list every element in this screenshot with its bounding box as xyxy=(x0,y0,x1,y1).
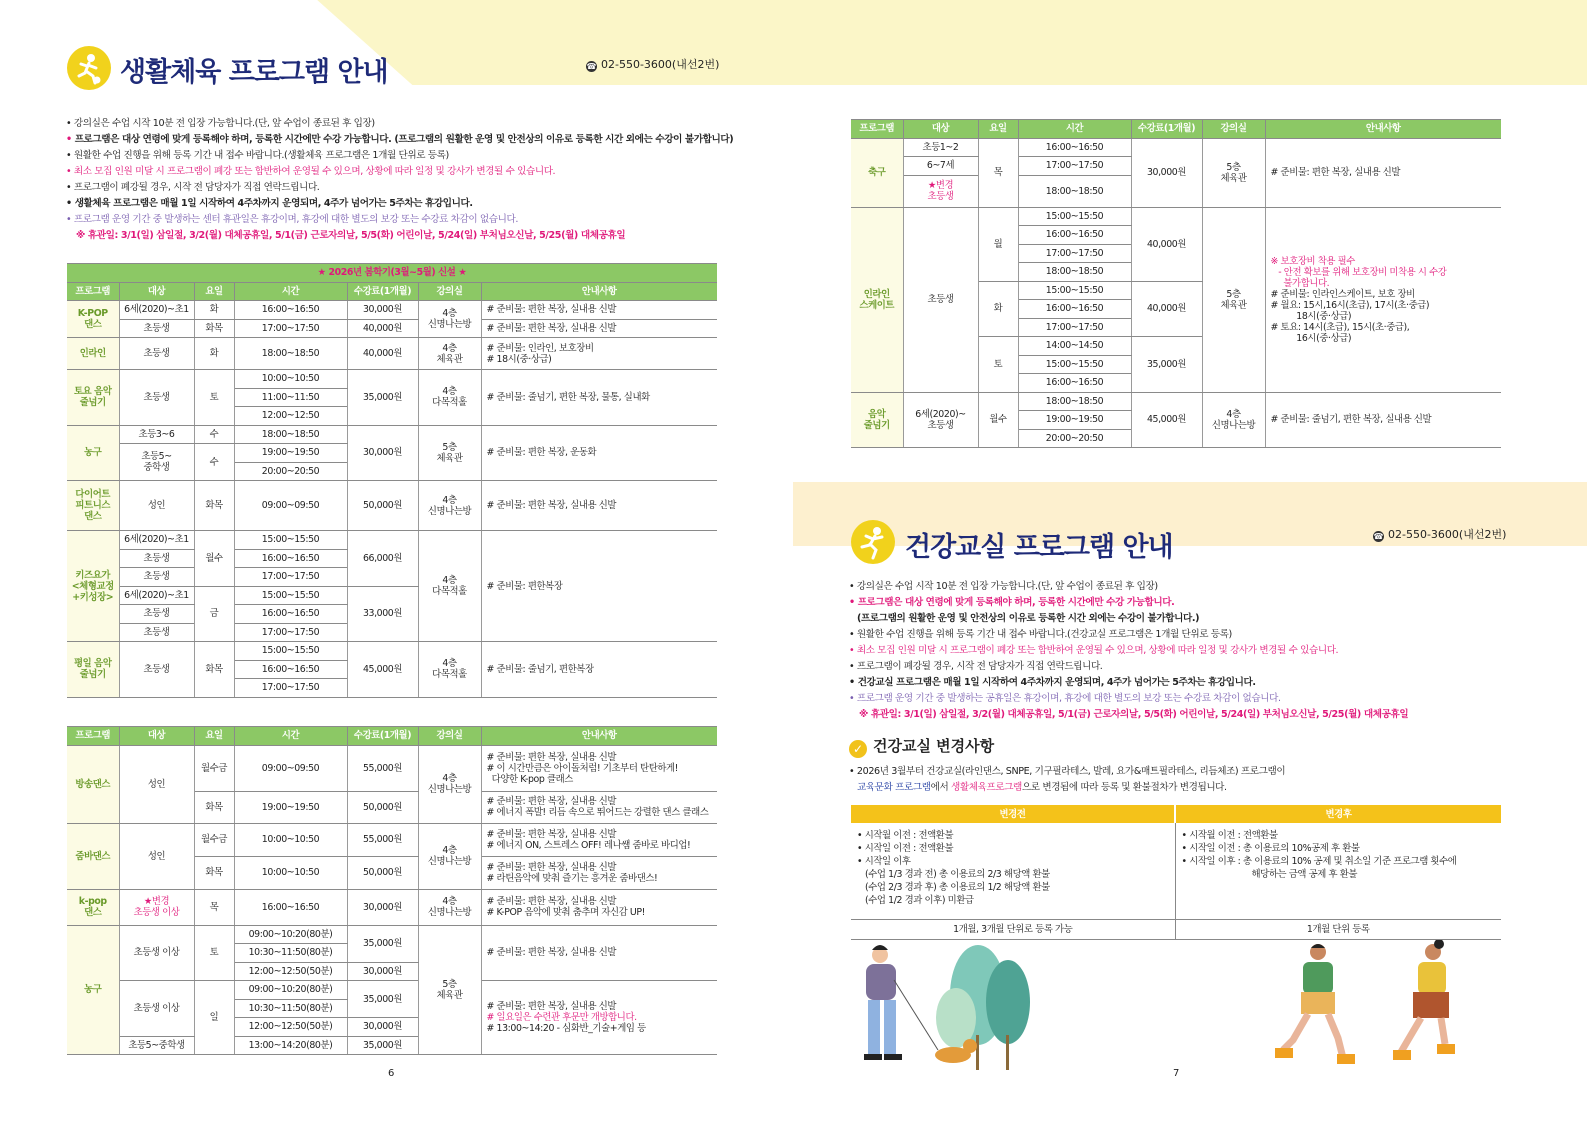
spring-new-table: ★ 2026년 봄학기(3월~5월) 신설 ★ 프로그램 대상 요일 시간 수강료(1개월) 강의실 안내사항 K-POP 댄스 6세(2020)~초1 화 16:00~16:50 30,000원 4층 신명나는방 # 준비물: 편한 복장, 실내용 신발 초등생 화목 17:00~17:50 40,000원 # 준비물: 편한 복장, 실내용 신발 인라인 초등생 화 18:00~18:50 40,000원 4층 체육관 # 준비물: 인라인, 보호장비 # 18시(중·상급) 토요 음악 줄넘기 초등생 토 10:00~10:50 35,000원 4층 다목적홀 # 준비물: 줄넘기, 편한 복장, 물통, 실내화 11:00~11:50 12:00~12:50 농구 초등3~6 수 18:00~18:50 30,000원 5층 체육관 # 준비물: 편한 복장, 운동화 초등5~ 중학생 수 19:00~19:50 20:00~20:50 다이어트 피트니스 댄스 성인 화목 09:00~09:50 50,000원 4층 신명나는방 # 준비물: 편한 복장, 실내용 신발 키즈요가 <체형교정 +키성장> 6세(2020)~초1 월수 15:00~15:50 66,000원 4층 다목적홀 # 준비물: 편한복장 초등생 16:00~16:50 초등생 17:00~17:50 6세(2020)~초1 금 15:00~15:50 33,000원 초등생 16:00~16:50 초등생 17:00~17:50 평일 음악 줄넘기 초등생 화목 15:00~15:50 45,000원 4층 다목적홀 # 준비물: 줄넘기, 편한복장 16:00~16:50 17:00~17:50 xyxy=(67,263,717,698)
notice-item: • 건강교실 프로그램은 매월 1일 시작하여 4주차까지 운영되며, 4주가 넘어가는 5주차는 휴강입니다. xyxy=(849,677,1256,688)
holiday-notice: ※ 휴관일: 3/1(일) 삼일절, 3/2(월) 대체공휴일, 5/1(금) 근로자의날, 5/5(화) 어린이날, 5/24(일) 부처님오신날, 5/25(월) 대체공휴일 xyxy=(859,709,1409,720)
before-header: 변경전 xyxy=(851,805,1175,823)
notice-list xyxy=(66,116,733,244)
col-header: 시간 xyxy=(234,727,347,746)
col-header: 안내사항 xyxy=(481,282,717,301)
page-title: 생활체육 프로그램 안내 xyxy=(120,57,388,88)
table-row: K-POP 댄스 6세(2020)~초1 화 16:00~16:50 30,000원 4층 신명나는방 # 준비물: 편한 복장, 실내용 신발 xyxy=(67,301,717,320)
notice-list xyxy=(849,579,1408,723)
col-header: 수강료(1개월) xyxy=(347,282,418,301)
runner-icon xyxy=(851,520,895,564)
holiday-notice: ※ 휴관일: 3/1(일) 삼일절, 3/2(월) 대체공휴일, 5/1(금) 근로자의날, 5/5(화) 어린이날, 5/24(일) 부처님오신날, 5/25(월) 대체공휴일 xyxy=(76,230,626,241)
col-header: 시간 xyxy=(1018,120,1131,139)
col-header: 안내사항 xyxy=(481,727,717,746)
change-note: • 2026년 3월부터 건강교실(라인댄스, SNPE, 기구필라테스, 발레, 요가&매트필라테스, 리듬체조) 프로그램이 교육문화 프로그램에서 생활체육프로그램으로 변경됨에 따라 등록 및 환불절차가 변경됩니다. xyxy=(849,766,1286,793)
table-caption: ★ 2026년 봄학기(3월~5월) 신설 ★ xyxy=(67,264,717,283)
col-header: 안내사항 xyxy=(1265,120,1501,139)
table-row: 화목 10:00~10:50 50,000원 # 준비물: 편한 복장, 실내용 신발 # 라틴음악에 맞춰 즐기는 흥겨운 줌바댄스! xyxy=(67,856,717,889)
table-row: 다이어트 피트니스 댄스 성인 화목 09:00~09:50 50,000원 4층 신명나는방 # 준비물: 편한 복장, 실내용 신발 xyxy=(67,481,717,531)
col-header: 강의실 xyxy=(418,727,481,746)
page-title: 건강교실 프로그램 안내 xyxy=(905,532,1173,563)
col-header: 수강료(1개월) xyxy=(347,727,418,746)
col-header: 요일 xyxy=(194,727,234,746)
phone-text: 02-550-3600(내선2번) xyxy=(1388,528,1507,541)
col-header: 시간 xyxy=(234,282,347,301)
col-header: 대상 xyxy=(119,282,194,301)
before-footer: 1개월, 3개월 단위로 등록 가능 xyxy=(851,919,1175,939)
notice-item: (프로그램의 원활한 운영 및 안전상의 이유로 등록한 시간 외에는 수강이 불가합니다.) xyxy=(857,613,1200,624)
col-header: 프로그램 xyxy=(67,282,119,301)
notice-item: • 최소 모집 인원 미달 시 프로그램이 폐강 또는 합반하여 운영될 수 있으며, 상황에 따라 일정 및 강사가 변경될 수 있습니다. xyxy=(66,166,556,177)
table-row: 키즈요가 <체형교정 +키성장> 6세(2020)~초1 월수 15:00~15:50 66,000원 4층 다목적홀 # 준비물: 편한복장 xyxy=(67,531,717,550)
notice-item: • 원활한 수업 진행을 위해 등록 기간 내 접수 바랍니다.(생활체육 프로그램은 1개월 단위로 등록) xyxy=(66,150,449,161)
table-row: 평일 음악 줄넘기 초등생 화목 15:00~15:50 45,000원 4층 다목적홀 # 준비물: 줄넘기, 편한복장 xyxy=(67,642,717,661)
table-row: 초등생 화목 17:00~17:50 40,000원 # 준비물: 편한 복장, 실내용 신발 xyxy=(67,319,717,338)
refund-change-table xyxy=(851,805,1501,940)
phone-number xyxy=(586,56,719,72)
table-row: 방송댄스 성인 월수금 09:00~09:50 55,000원 4층 신명나는방 # 준비물: 편한 복장, 실내용 신발 # 이 시간만큼은 아이돌처럼! 기초부터 탄탄하게! 다양한 K-pop 클래스 xyxy=(67,745,717,791)
col-header: 요일 xyxy=(194,282,234,301)
notice-item: • 강의실은 수업 시작 10분 전 입장 가능합니다.(단, 앞 수업이 종료된 후 입장) xyxy=(66,118,375,129)
col-header: 프로그램 xyxy=(851,120,903,139)
col-header: 대상 xyxy=(119,727,194,746)
after-items: • 시작월 이전 : 전액환불 • 시작일 이전 : 총 이용료의 10%공제 후 환불 • 시작일 이후 : 총 이용료의 10% 공제 및 취소일 기준 프로그램 횟수에 해당하는 금액 공제 후 환불 xyxy=(1175,823,1501,919)
col-header: 요일 xyxy=(978,120,1018,139)
notice-item: • 프로그램은 대상 연령에 맞게 등록해야 하며, 등록한 시간에만 수강 가능합니다. (프로그램의 원활한 운영 및 안전상의 이유로 등록한 시간 외에는 수강이 불가합니다) xyxy=(66,134,734,145)
phone-number xyxy=(1373,526,1506,542)
right-page xyxy=(793,0,1587,1122)
notice-item: • 프로그램은 대상 연령에 맞게 등록해야 하며, 등록한 시간에만 수강 가능합니다. xyxy=(849,597,1175,608)
skaters-illustration xyxy=(1263,940,1493,1075)
page-number: 6 xyxy=(388,1068,395,1079)
adult-program-table: 프로그램 대상 요일 시간 수강료(1개월) 강의실 안내사항 방송댄스 성인 월수금 09:00~09:50 55,000원 4층 신명나는방 # 준비물: 편한 복장, 실내용 신발 # 이 시간만큼은 아이돌처럼! 기초부터 탄탄하게! 다양한 K-pop 클래스 화목 19:00~19:50 50,000원 # 준비물: 편한 복장, 실내용 신발 # 에너지 폭발! 리듬 속으로 뛰어드는 강렬한 댄스 클래스 줌바댄스 성인 월수금 10:00~10:50 55,000원 4층 신명나는방 # 준비물: 편한 복장, 실내용 신발 # 에너지 ON, 스트레스 OFF! 레나쌤 줌바로 바디업! 화목 10:00~10:50 50,000원 # 준비물: 편한 복장, 실내용 신발 # 라틴음악에 맞춰 즐기는 흥겨운 줌바댄스! k-pop 댄스 ★변경 초등생 이상 목 16:00~16:50 30,000원 4층 신명나는방 # 준비물: 편한 복장, 실내용 신발 # K-POP 음악에 맞춰 춤추며 자신감 UP! 농구 초등생 이상 토 09:00~10:20(80분) 35,000원 5층 체육관 # 준비물: 편한 복장, 실내용 신발 10:30~11:50(80분) 12:00~12:50(50분) 30,000원 초등생 이상 일 09:00~10:20(80분) 35,000원 # 준비물: 편한 복장, 실내용 신발 # 일요일은 수련관 후문만 개방합니다. # 13:00~14:20 - 심화반_기술+게임 등 10:30~11:50(80분) 12:00~12:50(50분) 30,000원 초등5~중학생 13:00~14:20(80분) 35,000원 xyxy=(67,726,717,1055)
soccer-icon xyxy=(67,46,111,90)
left-page xyxy=(0,0,793,1122)
notice-item: • 프로그램 운영 기간 중 발생하는 센터 휴관일은 휴강이며, 휴강에 대한 별도의 보강 또는 수강료 차감이 없습니다. xyxy=(66,214,519,225)
change-section-title: ✓ 건강교실 변경사항 xyxy=(849,735,994,758)
col-header: 수강료(1개월) xyxy=(1131,120,1202,139)
table-row: 줌바댄스 성인 월수금 10:00~10:50 55,000원 4층 신명나는방 # 준비물: 편한 복장, 실내용 신발 # 에너지 ON, 스트레스 OFF! 레나쌤 줌바로 바디업! xyxy=(67,823,717,856)
phone-icon: ☎ xyxy=(1373,532,1384,541)
col-header: 강의실 xyxy=(1202,120,1265,139)
table-row: 인라인 초등생 화 18:00~18:50 40,000원 4층 체육관 # 준비물: 인라인, 보호장비 # 18시(중·상급) xyxy=(67,338,717,370)
header-band xyxy=(793,0,1587,85)
after-header: 변경후 xyxy=(1175,805,1501,823)
notice-item: • 프로그램이 폐강될 경우, 시작 전 담당자가 직접 연락드립니다. xyxy=(849,661,1103,672)
table-row: 농구 초등생 이상 토 09:00~10:20(80분) 35,000원 5층 체육관 # 준비물: 편한 복장, 실내용 신발 xyxy=(67,925,717,944)
notice-item: • 프로그램이 폐강될 경우, 시작 전 담당자가 직접 연락드립니다. xyxy=(66,182,320,193)
after-footer: 1개월 단위 등록 xyxy=(1175,919,1501,939)
table-row: 음악 줄넘기 6세(2020)~ 초등생 월수 18:00~18:50 45,000원 4층 신명나는방 # 준비물: 줄넘기, 편한 복장, 실내용 신발 xyxy=(851,392,1501,411)
table-row: 화목 19:00~19:50 50,000원 # 준비물: 편한 복장, 실내용 신발 # 에너지 폭발! 리듬 속으로 뛰어드는 강렬한 댄스 클래스 xyxy=(67,791,717,823)
phone-text: 02-550-3600(내선2번) xyxy=(601,58,720,71)
page-number: 7 xyxy=(1173,1068,1180,1079)
table-row: k-pop 댄스 ★변경 초등생 이상 목 16:00~16:50 30,000원 4층 신명나는방 # 준비물: 편한 복장, 실내용 신발 # K-POP 음악에 맞춰 춤추며 자신감 UP! xyxy=(67,889,717,925)
table-row: 축구 초등1~2 목 16:00~16:50 30,000원 5층 체육관 # 준비물: 편한 복장, 실내용 신발 xyxy=(851,138,1501,157)
col-header: 강의실 xyxy=(418,282,481,301)
notice-item: • 최소 모집 인원 미달 시 프로그램이 폐강 또는 합반하여 운영될 수 있으며, 상황에 따라 일정 및 강사가 변경될 수 있습니다. xyxy=(849,645,1339,656)
sports-program-table: 프로그램 대상 요일 시간 수강료(1개월) 강의실 안내사항 축구 초등1~2 목 16:00~16:50 30,000원 5층 체육관 # 준비물: 편한 복장, 실내용 신발 6~7세 17:00~17:50 ★변경 초등생 18:00~18:50 인라인 스케이트 초등생 월 15:00~15:50 40,000원 5층 체육관 ※ 보호장비 착용 필수 - 안전 확보를 위해 보호장비 미착용 시 수강 불가합니다. # 준비물: 인라인스케이트, 보호 장비 # 월요: 15시,16시(초급), 17시(초·중급) 18시(중·상급) # 토요: 14시(초급), 15시(초·중급), 16시(중·상급) 16:00~16:50 17:00~17:50 18:00~18:50 화 15:00~15:50 40,000원 16:00~16:50 17:00~17:50 토 14:00~14:50 35,000원 15:00~15:50 16:00~16:50 음악 줄넘기 6세(2020)~ 초등생 월수 18:00~18:50 45,000원 4층 신명나는방 # 준비물: 줄넘기, 편한 복장, 실내용 신발 19:00~19:50 20:00~20:50 xyxy=(851,119,1501,448)
col-header: 대상 xyxy=(903,120,978,139)
phone-icon: ☎ xyxy=(586,62,597,71)
dog-walking-illustration xyxy=(848,940,1058,1075)
before-items: • 시작월 이전 : 전액환불 • 시작일 이전 : 전액환불 • 시작일 이후 (수업 1/3 경과 전) 총 이용료의 2/3 해당액 환불 (수업 2/3 경과 후) 총 이용료의 1/2 해당액 환불 (수업 1/2 경과 이후) 미환급 xyxy=(857,830,1050,906)
table-row: 인라인 스케이트 초등생 월 15:00~15:50 40,000원 5층 체육관 ※ 보호장비 착용 필수 - 안전 확보를 위해 보호장비 미착용 시 수강 불가합니다. # 준비물: 인라인스케이트, 보호 장비 # 월요: 15시,16시(초급), 17시(초·중급) 18시(중·상급) # 토요: 14시(초급), 15시(초·중급), 16시(중·상급) xyxy=(851,207,1501,226)
notice-item: • 강의실은 수업 시작 10분 전 입장 가능합니다.(단, 앞 수업이 종료된 후 입장) xyxy=(849,581,1158,592)
table-row: 농구 초등3~6 수 18:00~18:50 30,000원 5층 체육관 # 준비물: 편한 복장, 운동화 xyxy=(67,425,717,444)
table-row: 토요 음악 줄넘기 초등생 토 10:00~10:50 35,000원 4층 다목적홀 # 준비물: 줄넘기, 편한 복장, 물통, 실내화 xyxy=(67,370,717,389)
notice-item: • 프로그램 운영 기간 중 발생하는 공휴일은 휴강이며, 휴강에 대한 별도의 보강 또는 수강료 차감이 없습니다. xyxy=(849,693,1281,704)
col-header: 프로그램 xyxy=(67,727,119,746)
notice-item: • 생활체육 프로그램은 매월 1일 시작하여 4주차까지 운영되며, 4주가 넘어가는 5주차는 휴강입니다. xyxy=(66,198,473,209)
check-icon: ✓ xyxy=(849,740,867,758)
notice-item: • 원활한 수업 진행을 위해 등록 기간 내 접수 바랍니다.(건강교실 프로그램은 1개월 단위로 등록) xyxy=(849,629,1232,640)
header-band xyxy=(0,0,793,85)
